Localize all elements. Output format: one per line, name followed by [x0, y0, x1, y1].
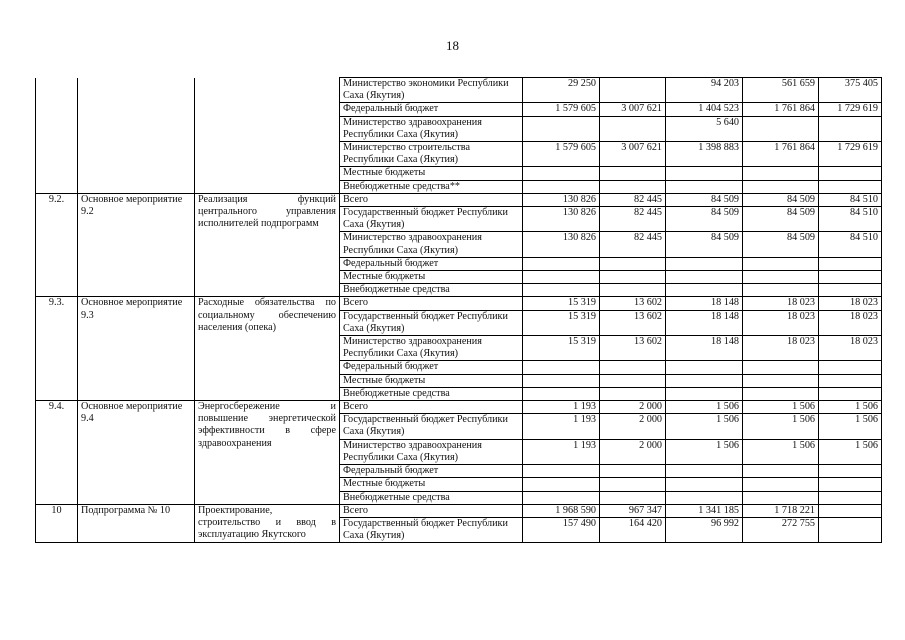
item-number-cell: 9.3. — [36, 297, 78, 401]
amount-cell — [600, 465, 666, 478]
amount-cell: 18 023 — [819, 297, 882, 310]
amount-cell — [523, 180, 600, 193]
amount-cell: 5 640 — [666, 116, 743, 141]
table-row — [36, 78, 882, 103]
amount-cell: 84 510 — [819, 207, 882, 232]
budget-table — [35, 77, 882, 543]
funding-source-cell: Государственный бюджет Республики Саха (Якутия) — [340, 207, 523, 232]
item-number-cell: 9.4. — [36, 401, 78, 505]
amount-cell — [819, 180, 882, 193]
amount-cell: 84 509 — [743, 232, 819, 257]
amount-cell: 1 506 — [743, 439, 819, 464]
amount-cell: 1 193 — [523, 401, 600, 414]
funding-source-cell: Федеральный бюджет — [340, 257, 523, 270]
amount-cell: 84 509 — [743, 193, 819, 206]
funding-source-cell: Федеральный бюджет — [340, 361, 523, 374]
item-description-cell: Расходные обязательства по социальному обеспечению населения (опека) — [195, 297, 340, 401]
amount-cell: 18 148 — [666, 310, 743, 335]
amount-cell: 1 398 883 — [666, 142, 743, 167]
item-description-cell: Реализация функций центрального управления исполнителей подпрограмм — [195, 193, 340, 297]
amount-cell — [600, 180, 666, 193]
amount-cell — [743, 167, 819, 180]
item-name-cell — [78, 78, 195, 194]
amount-cell — [743, 180, 819, 193]
item-description-cell: Энергосбережение и повышение энергетической эффективности в сфере здравоохранения — [195, 401, 340, 505]
amount-cell — [666, 167, 743, 180]
amount-cell — [600, 387, 666, 400]
amount-cell — [600, 167, 666, 180]
amount-cell — [666, 465, 743, 478]
amount-cell: 15 319 — [523, 310, 600, 335]
amount-cell: 164 420 — [600, 517, 666, 542]
amount-cell: 84 510 — [819, 193, 882, 206]
amount-cell: 15 319 — [523, 336, 600, 361]
amount-cell — [666, 478, 743, 491]
amount-cell: 1 506 — [819, 414, 882, 439]
amount-cell: 3 007 621 — [600, 103, 666, 116]
amount-cell — [523, 361, 600, 374]
table-row — [36, 504, 882, 517]
amount-cell: 84 509 — [666, 207, 743, 232]
amount-cell — [523, 271, 600, 284]
item-description-cell: Проектирование, строительство и ввод в эксплуатацию Якутского — [195, 504, 340, 543]
amount-cell — [523, 465, 600, 478]
amount-cell — [666, 284, 743, 297]
amount-cell: 13 602 — [600, 336, 666, 361]
funding-source-cell: Федеральный бюджет — [340, 103, 523, 116]
amount-cell: 18 023 — [743, 310, 819, 335]
amount-cell — [600, 478, 666, 491]
funding-source-cell: Государственный бюджет Республики Саха (Якутия) — [340, 517, 523, 542]
funding-source-cell: Внебюджетные средства — [340, 387, 523, 400]
amount-cell: 18 023 — [819, 336, 882, 361]
amount-cell — [743, 271, 819, 284]
amount-cell: 1 193 — [523, 439, 600, 464]
funding-source-cell: Министерство здравоохранения Республики Саха (Якутия) — [340, 439, 523, 464]
amount-cell: 1 579 605 — [523, 142, 600, 167]
amount-cell: 96 992 — [666, 517, 743, 542]
item-name-cell: Основное мероприятие 9.3 — [78, 297, 195, 401]
amount-cell — [819, 374, 882, 387]
amount-cell: 82 445 — [600, 207, 666, 232]
amount-cell: 82 445 — [600, 232, 666, 257]
funding-source-cell: Всего — [340, 504, 523, 517]
amount-cell: 3 007 621 — [600, 142, 666, 167]
amount-cell — [523, 478, 600, 491]
funding-source-cell: Всего — [340, 401, 523, 414]
amount-cell — [666, 180, 743, 193]
amount-cell — [819, 167, 882, 180]
amount-cell — [523, 374, 600, 387]
amount-cell: 84 510 — [819, 232, 882, 257]
funding-source-cell: Местные бюджеты — [340, 167, 523, 180]
amount-cell — [819, 465, 882, 478]
item-name-cell: Основное мероприятие 9.4 — [78, 401, 195, 505]
item-number-cell — [36, 78, 78, 194]
amount-cell — [666, 361, 743, 374]
amount-cell — [523, 284, 600, 297]
amount-cell: 1 341 185 — [666, 504, 743, 517]
amount-cell: 130 826 — [523, 207, 600, 232]
amount-cell — [743, 465, 819, 478]
amount-cell: 1 506 — [666, 414, 743, 439]
amount-cell — [523, 387, 600, 400]
funding-source-cell: Министерство здравоохранения Республики Саха (Якутия) — [340, 336, 523, 361]
item-number-cell: 9.2. — [36, 193, 78, 297]
amount-cell — [743, 387, 819, 400]
amount-cell: 84 509 — [666, 232, 743, 257]
amount-cell: 84 509 — [666, 193, 743, 206]
amount-cell — [600, 257, 666, 270]
amount-cell: 94 203 — [666, 78, 743, 103]
amount-cell — [819, 504, 882, 517]
amount-cell: 1 761 864 — [743, 142, 819, 167]
amount-cell — [819, 517, 882, 542]
item-number-cell: 10 — [36, 504, 78, 543]
amount-cell: 272 755 — [743, 517, 819, 542]
funding-source-cell: Всего — [340, 193, 523, 206]
funding-source-cell: Местные бюджеты — [340, 271, 523, 284]
table-row — [36, 193, 882, 206]
amount-cell — [666, 271, 743, 284]
amount-cell: 561 659 — [743, 78, 819, 103]
amount-cell — [819, 284, 882, 297]
amount-cell — [743, 116, 819, 141]
table-row — [36, 297, 882, 310]
amount-cell — [666, 387, 743, 400]
amount-cell: 2 000 — [600, 414, 666, 439]
amount-cell — [666, 491, 743, 504]
amount-cell: 1 404 523 — [666, 103, 743, 116]
amount-cell: 1 729 619 — [819, 142, 882, 167]
amount-cell — [523, 167, 600, 180]
funding-source-cell: Внебюджетные средства — [340, 491, 523, 504]
amount-cell — [819, 361, 882, 374]
funding-source-cell: Всего — [340, 297, 523, 310]
amount-cell: 18 023 — [743, 297, 819, 310]
amount-cell — [819, 478, 882, 491]
amount-cell — [600, 374, 666, 387]
amount-cell — [743, 491, 819, 504]
amount-cell: 1 506 — [743, 401, 819, 414]
amount-cell: 29 250 — [523, 78, 600, 103]
amount-cell: 1 506 — [666, 439, 743, 464]
amount-cell — [743, 284, 819, 297]
amount-cell: 1 761 864 — [743, 103, 819, 116]
amount-cell: 18 148 — [666, 297, 743, 310]
amount-cell — [819, 116, 882, 141]
amount-cell: 15 319 — [523, 297, 600, 310]
amount-cell — [743, 257, 819, 270]
amount-cell: 130 826 — [523, 193, 600, 206]
amount-cell — [600, 284, 666, 297]
amount-cell: 18 148 — [666, 336, 743, 361]
table-row — [36, 401, 882, 414]
amount-cell: 13 602 — [600, 297, 666, 310]
funding-source-cell: Министерство здравоохранения Республики Саха (Якутия) — [340, 116, 523, 141]
amount-cell — [819, 491, 882, 504]
amount-cell — [819, 387, 882, 400]
amount-cell — [600, 491, 666, 504]
amount-cell: 18 023 — [819, 310, 882, 335]
funding-source-cell: Министерство экономики Республики Саха (Якутия) — [340, 78, 523, 103]
amount-cell — [600, 78, 666, 103]
funding-source-cell: Местные бюджеты — [340, 478, 523, 491]
amount-cell — [819, 257, 882, 270]
amount-cell: 2 000 — [600, 401, 666, 414]
amount-cell — [666, 374, 743, 387]
funding-source-cell: Государственный бюджет Республики Саха (Якутия) — [340, 310, 523, 335]
amount-cell — [523, 257, 600, 270]
amount-cell: 1 506 — [819, 439, 882, 464]
amount-cell: 1 968 590 — [523, 504, 600, 517]
item-name-cell: Подпрограмма № 10 — [78, 504, 195, 543]
amount-cell: 84 509 — [743, 207, 819, 232]
amount-cell: 130 826 — [523, 232, 600, 257]
amount-cell — [600, 361, 666, 374]
amount-cell: 1 729 619 — [819, 103, 882, 116]
item-description-cell — [195, 78, 340, 194]
amount-cell: 967 347 — [600, 504, 666, 517]
amount-cell — [743, 478, 819, 491]
amount-cell — [743, 361, 819, 374]
funding-source-cell: Внебюджетные средства** — [340, 180, 523, 193]
funding-source-cell: Государственный бюджет Республики Саха (Якутия) — [340, 414, 523, 439]
funding-source-cell: Внебюджетные средства — [340, 284, 523, 297]
amount-cell: 1 506 — [666, 401, 743, 414]
amount-cell: 375 405 — [819, 78, 882, 103]
amount-cell: 1 718 221 — [743, 504, 819, 517]
amount-cell: 18 023 — [743, 336, 819, 361]
amount-cell — [523, 116, 600, 141]
page-number: 18 — [446, 38, 459, 53]
funding-source-cell: Министерство строительства Республики Саха (Якутия) — [340, 142, 523, 167]
amount-cell — [819, 271, 882, 284]
amount-cell — [523, 491, 600, 504]
amount-cell — [666, 257, 743, 270]
item-name-cell: Основное мероприятие 9.2 — [78, 193, 195, 297]
amount-cell: 82 445 — [600, 193, 666, 206]
amount-cell — [600, 116, 666, 141]
funding-source-cell: Федеральный бюджет — [340, 465, 523, 478]
amount-cell: 1 506 — [743, 414, 819, 439]
amount-cell: 1 193 — [523, 414, 600, 439]
amount-cell: 2 000 — [600, 439, 666, 464]
amount-cell: 1 579 605 — [523, 103, 600, 116]
amount-cell — [743, 374, 819, 387]
amount-cell — [600, 271, 666, 284]
amount-cell: 1 506 — [819, 401, 882, 414]
funding-source-cell: Местные бюджеты — [340, 374, 523, 387]
amount-cell: 13 602 — [600, 310, 666, 335]
funding-source-cell: Министерство здравоохранения Республики Саха (Якутия) — [340, 232, 523, 257]
amount-cell: 157 490 — [523, 517, 600, 542]
